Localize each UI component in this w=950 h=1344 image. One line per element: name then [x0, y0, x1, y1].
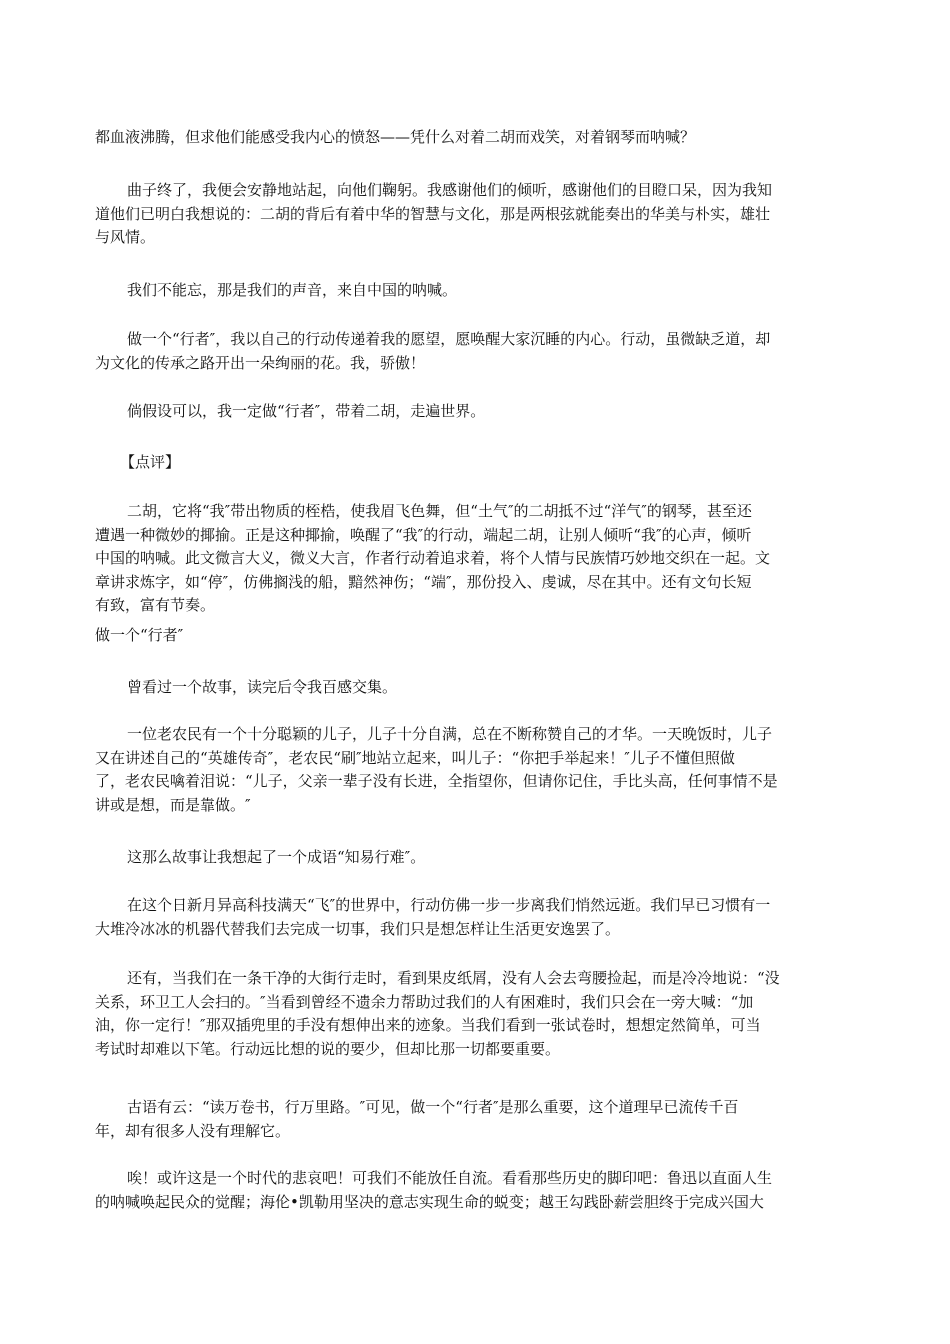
paragraph: [95, 328, 860, 375]
review-heading: [95, 451, 860, 475]
paragraph: [95, 846, 860, 870]
text-line: 关系，环卫工人会扫的。″当看到曾经不遗余力帮助过我们的人有困难时，我们只会在一旁大喊：“加: [95, 992, 754, 1011]
text-line: 与风情。: [95, 228, 156, 246]
paragraph: [95, 179, 860, 250]
paragraph: [95, 894, 860, 941]
text-line: 做一个“行者″，我以自己的行动传递着我的愿望，愿唤醒大家沉睡的内心。行动，虽微缺乏道，却: [127, 330, 771, 348]
paragraph: [95, 126, 860, 150]
text-line: 还有，当我们在一条干净的大街行走时，看到果皮纸屑，没有人会去弯腰捡起，而是冷冷地说：“没: [127, 969, 780, 987]
essay-title: [95, 624, 860, 648]
text-line: 我们不能忘，那是我们的声音，来自中国的呐喊。: [127, 281, 458, 299]
text-line: 的呐喊唤起民众的觉醒；海伦•凯勒用坚决的意志实现生命的蜕变；越王勾践卧薪尝胆终于完成兴国大: [95, 1192, 764, 1211]
text-line: 曾看过一个故事，读完后令我百感交集。: [127, 678, 398, 696]
paragraph: [95, 400, 860, 424]
paragraph: [95, 676, 860, 700]
text-line: 了，老农民噙着泪说：“儿子，父亲一辈子没有长进，全指望你，但请你记住，手比头高，任何事情不是: [95, 772, 778, 790]
text-line: 又在讲述自己的“英雄传奇″，老农民“刷″地站立起来，叫儿子：“你把手举起来！″儿子不懂但照做: [95, 748, 735, 767]
paragraph: [95, 1167, 860, 1214]
paragraph: [95, 500, 860, 618]
text-line: 都血液沸腾，但求他们能感受我内心的愤怒——凭什么对着二胡而戏笑，对着钢琴而呐喊？: [95, 128, 696, 146]
text-line: 讲或是想，而是靠做。″: [95, 795, 251, 814]
paragraph: [95, 1096, 860, 1143]
text-line: 在这个日新月异高科技满天“飞″的世界中，行动仿佛一步一步离我们悄然远逝。我们早已习惯有一: [127, 896, 771, 914]
text-line: 这那么故事让我想起了一个成语“知易行难″。: [127, 848, 426, 866]
paragraph: [95, 723, 860, 817]
text-line: 为文化的传承之路开出一朵绚丽的花。我，骄傲！: [95, 353, 426, 372]
text-line: 【点评】: [120, 453, 181, 471]
text-line: 大堆冷冰冰的机器代替我们去完成一切事，我们只是想怎样让生活更安逸罢了。: [95, 919, 621, 938]
text-line: 道他们已明白我想说的：二胡的背后有着中华的智慧与文化，那是两根弦就能奏出的华美与朴实，雄壮: [95, 204, 771, 223]
text-line: 二胡，它将“我″带出物质的桎梏，使我眉飞色舞，但“土气″的二胡抵不过“洋气″的钢琴，甚至还: [127, 502, 752, 520]
text-line: 章讲求炼字，如“停″，仿佛搁浅的船，黯然神伤；“端″，那份投入、虔诚，尽在其中。还有文句长短: [95, 572, 752, 591]
text-line: 倘假设可以，我一定做“行者″，带着二胡，走遍世界。: [127, 402, 486, 420]
text-line: 曲子终了，我便会安静地站起，向他们鞠躬。我感谢他们的倾听，感谢他们的目瞪口呆，因为我知: [127, 181, 773, 199]
text-line: 做一个“行者″: [95, 626, 184, 644]
paragraph: [95, 279, 860, 303]
text-line: 一位老农民有一个十分聪颖的儿子，儿子十分自满，总在不断称赞自己的才华。一天晚饭时，儿子: [127, 725, 773, 743]
text-line: 有致，富有节奏。: [95, 596, 216, 614]
text-line: 唉！或许这是一个时代的悲哀吧！可我们不能放任自流。看看那些历史的脚印吧：鲁迅以直面人生: [127, 1169, 773, 1187]
text-line: 年，却有很多人没有理解它。: [95, 1121, 291, 1140]
text-line: 考试时却难以下笔。行动远比想的说的要少，但却比那一切都要重要。: [95, 1039, 561, 1058]
text-line: 遭遇一种微妙的揶揄。正是这种揶揄，唤醒了“我″的行动，端起二胡，让别人倾听“我″的心声，倾听: [95, 525, 752, 544]
text-line: 油，你一定行！″那双插兜里的手没有想伸出来的迹象。当我们看到一张试卷时，想想定然简单，可当: [95, 1016, 761, 1034]
text-line: 中国的呐喊。此文微言大义，微义大言，作者行动着追求着，将个人情与民族情巧妙地交织在一起。文: [95, 549, 771, 567]
text-line: 古语有云：“读万卷书，行万里路。″可见，做一个“行者″是那么重要，这个道理早已流传千百: [127, 1098, 739, 1116]
paragraph: [95, 967, 860, 1061]
